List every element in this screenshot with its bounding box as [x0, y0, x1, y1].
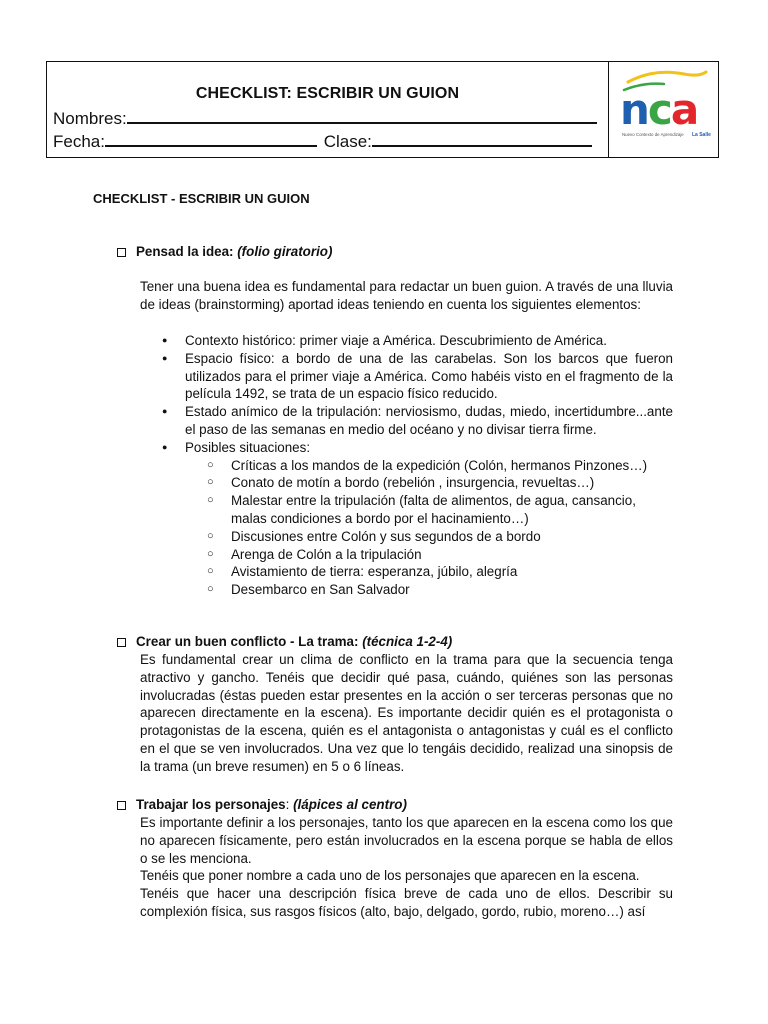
personajes-paragraph-2: Tenéis que poner nombre a cada uno de los personajes que aparecen en la escena.	[140, 868, 640, 883]
list-item: ○ Avistamiento de tierra: esperanza, júbilo, alegría	[185, 563, 673, 581]
list-item: ○ Conato de motín a bordo (rebelión , insurgencia, revueltas…)	[185, 474, 673, 492]
nombres-label: Nombres:	[53, 109, 127, 128]
svg-text:Nuevo Contexto de Aprendizaje: Nuevo Contexto de Aprendizaje	[622, 132, 684, 137]
situations-list	[185, 457, 673, 599]
page-title: CHECKLIST: ESCRIBIR UN GUION	[195, 85, 460, 102]
list-item: ○ Arenga de Colón a la tripulación	[185, 546, 673, 564]
section-heading-idea: Pensad la idea: (folio giratorio)	[117, 244, 332, 259]
nombres-field[interactable]	[53, 107, 597, 129]
clase-label: Clase:	[323, 132, 372, 151]
section-subtitle: CHECKLIST - ESCRIBIR UN GUION	[93, 191, 310, 206]
clase-blank-line[interactable]	[372, 130, 592, 147]
list-item: ○ Desembarco en San Salvador	[185, 581, 673, 599]
list-item	[140, 439, 673, 599]
logo-swoosh-icon	[628, 72, 706, 82]
fecha-clase-row	[53, 130, 592, 152]
list-item: ● Espacio físico: a bordo de una de las carabelas. Son los barcos que fueron utilizados para el primer viaje a América. Como habéis visto en el fragmento de la película 1492, se trata de un espacio físico reducido.	[140, 350, 673, 403]
logo-area	[608, 62, 718, 157]
idea-intro-paragraph: Tener una buena idea es fundamental para redactar un buen guion. A través de una lluvia de ideas (brainstorming) aportad ideas teniendo en cuenta los siguientes elementos:	[140, 279, 673, 312]
personajes-paragraph-1: Es importante definir a los personajes, tanto los que aparecen en la escena como los que no aparecen físicamente, pero están involucrados en la escena porque se habla de ellos o se les menciona.	[140, 815, 673, 866]
conflicto-paragraph: Es fundamental crear un clima de conflicto en la trama para que la secuencia tenga atractivo y gancho. Tenéis que decidir qué pasa, cuándo, quiénes son las personas involucradas (éstas pueden estar presentes en la acción o ser terceras personas que no aparecen directamente en la escena). Es importante decidir quién es el protagonista o protagonistas de la escena, quién es el antagonista o antagonistas y cuál es el conflicto en el que se ven involucrados. Una vez que lo tengáis decidido, realizad una sinopsis de la trama (un breve resumen) en 5 o 6 líneas.	[140, 652, 673, 774]
svg-text:La Salle: La Salle	[692, 132, 711, 138]
situations-label: Posibles situaciones:	[185, 439, 311, 455]
list-item: ○ Críticas a los mandos de la expedición (Colón, hermanos Pinzones…)	[185, 457, 673, 475]
checkbox-icon[interactable]	[117, 248, 126, 257]
fecha-blank-line[interactable]	[105, 130, 317, 147]
fecha-label: Fecha:	[53, 132, 105, 151]
header-box	[46, 61, 719, 158]
personajes-paragraph-3: Tenéis que hacer una descripción física breve de cada uno de ellos. Describir su complexión física, sus rasgos físicos (alto, bajo, delgado, gordo, rubio, moreno…) así	[140, 886, 673, 919]
checkbox-icon[interactable]	[117, 801, 126, 810]
svg-text:nca: nca	[620, 85, 698, 134]
list-item: ○ Malestar entre la tripulación (falta de alimentos, de agua, cansancio, malas condiciones a bordo por el hacinamiento…)	[185, 492, 673, 528]
nca-logo	[614, 68, 714, 148]
nombres-blank-line[interactable]	[127, 107, 597, 124]
list-item: ● Estado anímico de la tripulación: nerviosismo, dudas, miedo, incertidumbre...ante el paso de las semanas en medio del océano y no divisar tierra firme.	[140, 403, 673, 439]
list-item: ○ Discusiones entre Colón y sus segundos de a bordo	[185, 528, 673, 546]
idea-elements-list	[140, 332, 673, 599]
checkbox-icon[interactable]	[117, 638, 126, 647]
section-heading-conflicto: Crear un buen conflicto - La trama: (técnica 1-2-4)	[117, 634, 452, 649]
list-item: ● Contexto histórico: primer viaje a América. Descubrimiento de América.	[140, 332, 673, 350]
section-heading-personajes: Trabajar los personajes: (lápices al centro)	[117, 797, 407, 812]
header-form-area	[47, 62, 609, 157]
